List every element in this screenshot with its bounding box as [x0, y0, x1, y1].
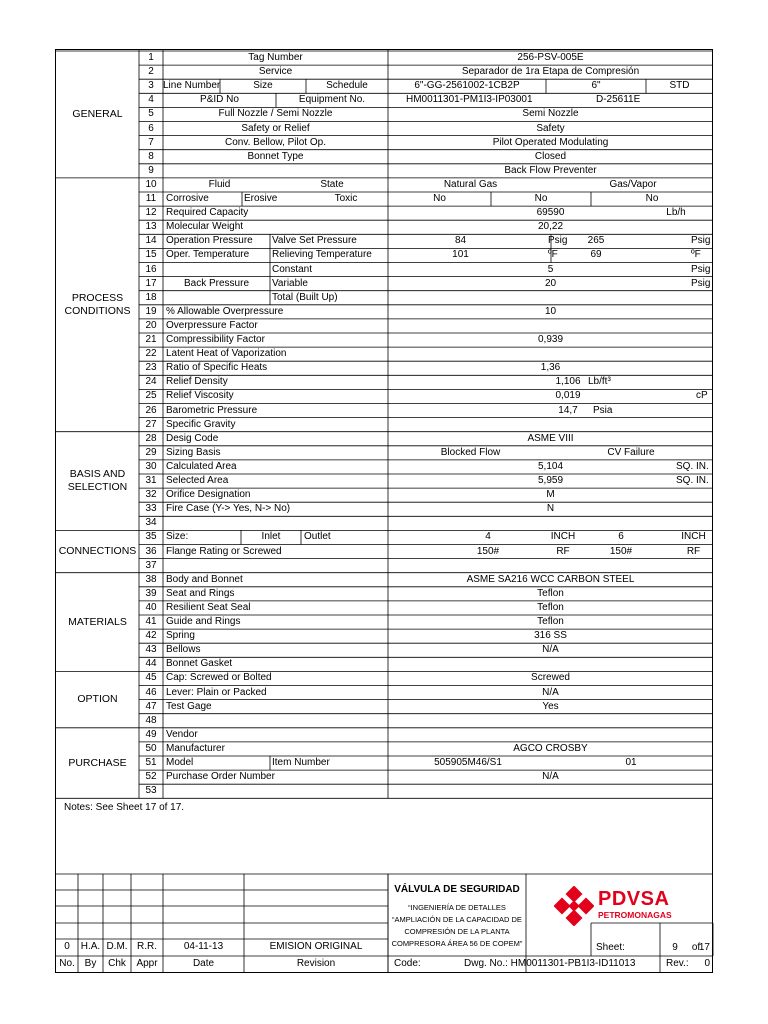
row-number: 14 — [145, 235, 157, 247]
field-label: Lever: Plain or Packed — [166, 686, 267, 698]
field-value: 0,939 — [537, 334, 564, 345]
field-value: 5,959 — [537, 475, 564, 486]
field-value: No — [645, 193, 659, 204]
row-number: 17 — [145, 277, 157, 289]
row-number: 4 — [148, 94, 154, 106]
field-value: cP — [696, 390, 708, 402]
field-value: 6 — [618, 531, 624, 543]
rev-number: 0 — [704, 958, 710, 969]
field-value: 316 SS — [534, 630, 567, 642]
row-number: 24 — [145, 376, 157, 388]
sheet-label: Sheet: — [596, 942, 625, 953]
field-label: Molecular Weight — [166, 221, 244, 233]
section-label-line1: MATERIALS — [68, 615, 127, 628]
field-value: 1,36 — [540, 362, 561, 374]
row-number: 13 — [145, 221, 157, 233]
revision-chk: D.M. — [106, 941, 128, 952]
pdvsa-wordmark: PDVSA — [598, 888, 670, 910]
field-value: Psig — [691, 263, 711, 275]
field-label: Body and Bonnet — [166, 573, 243, 585]
section-label-line2: CONDITIONS — [64, 304, 131, 317]
field-value: INCH — [681, 531, 706, 543]
row-number: 44 — [145, 658, 157, 670]
field-value: HM0011301-PM1I3-IP03001 — [406, 94, 533, 106]
revision-header-by: By — [84, 958, 97, 969]
field-label: Relief Viscosity — [166, 390, 234, 402]
row-number: 6 — [148, 122, 154, 134]
field-value: INCH — [550, 531, 576, 543]
field-label: Inlet — [261, 531, 281, 543]
field-value: Yes — [542, 700, 559, 712]
petromonagas-wordmark: PETROMONAGAS — [598, 910, 672, 920]
field-value: N/A — [542, 771, 559, 783]
field-value: 256-PSV-005E — [517, 52, 584, 63]
field-value: No — [534, 193, 548, 204]
field-value: Lb/ft³ — [588, 376, 611, 388]
section-label-general — [56, 108, 139, 121]
row-number: 50 — [145, 742, 157, 754]
row-number: 31 — [145, 475, 157, 486]
field-value: 265 — [587, 235, 605, 247]
row-number: 30 — [145, 460, 157, 472]
drawing-number: Dwg. No.: HM0011301-PB1I3-ID11013 — [464, 958, 636, 969]
field-value: RF — [556, 545, 570, 557]
revision-header-chk: Chk — [108, 958, 126, 969]
section-label-line1: CONNECTIONS — [58, 545, 137, 558]
row-number: 21 — [145, 334, 157, 345]
row-number: 37 — [145, 559, 157, 571]
row-number: 36 — [145, 545, 157, 557]
section-label-connections — [56, 545, 139, 558]
field-label: Constant — [272, 263, 313, 275]
field-value: Separador de 1ra Etapa de Compresión — [461, 66, 640, 78]
field-label: Model — [166, 757, 194, 768]
field-value: N/A — [542, 644, 559, 656]
row-number: 28 — [145, 432, 157, 444]
row-number: 34 — [145, 517, 157, 529]
row-number: 47 — [145, 700, 157, 712]
field-label: Resilient Seat Seal — [166, 601, 251, 613]
field-value: 5,104 — [537, 460, 564, 472]
field-value: Psig — [691, 235, 711, 247]
field-label: Test Gage — [166, 700, 212, 712]
field-label: Vendor — [166, 728, 198, 740]
field-label: Latent Heat of Vaporization — [166, 348, 287, 360]
section-label-basis — [56, 468, 139, 494]
field-label: Toxic — [334, 193, 358, 204]
row-number: 8 — [148, 150, 154, 162]
field-label: Flange Rating or Screwed — [166, 545, 282, 557]
field-label: Overpressure Factor — [166, 319, 258, 331]
row-number: 20 — [145, 319, 157, 331]
field-label: Desig Code — [166, 432, 219, 444]
field-label: Sizing Basis — [166, 446, 221, 458]
section-label-line1: OPTION — [77, 693, 118, 706]
field-label: Fire Case (Y-> Yes, N-> No) — [166, 503, 291, 515]
field-label: Operation Pressure — [166, 235, 253, 247]
row-number: 49 — [145, 728, 157, 740]
field-label: State — [320, 178, 344, 190]
field-label: Service — [258, 66, 293, 78]
field-value: RF — [686, 545, 701, 557]
row-number: 40 — [145, 601, 157, 613]
row-number: 45 — [145, 672, 157, 684]
field-value: 1,106 — [555, 376, 581, 388]
field-value: 505905M46/S1 — [434, 757, 502, 768]
field-value: 6"-GG-2561002-1CB2P — [414, 80, 520, 92]
field-label: Guide and Rings — [166, 616, 241, 627]
pdvsa-logo — [554, 886, 704, 930]
field-value: 150# — [609, 545, 633, 557]
rev-label: Rev.: — [666, 958, 689, 969]
row-number: 12 — [145, 207, 157, 219]
field-label: Line Number — [163, 80, 221, 92]
field-label: Conv. Bellow, Pilot Op. — [225, 136, 326, 148]
field-label: P&ID No — [200, 94, 239, 106]
field-value: N/A — [542, 686, 559, 698]
field-value: Gas/Vapor — [609, 178, 657, 190]
field-value: ºF — [691, 249, 701, 261]
field-label: Relief Density — [166, 376, 228, 388]
project-description: “INGENIERÍA DE DETALLES — [408, 903, 506, 912]
field-value: AGCO CROSBY — [513, 742, 588, 754]
field-label: Corrosive — [166, 193, 209, 204]
row-number: 11 — [145, 193, 157, 204]
revision-header-no: No. — [59, 958, 75, 969]
project-description: “AMPLIACIÓN DE LA CAPACIDAD DE — [392, 915, 522, 924]
field-value: Closed — [534, 150, 567, 162]
field-label: Tag Number — [248, 52, 303, 63]
field-value: Screwed — [531, 672, 570, 684]
section-label-line2: SELECTION — [67, 481, 128, 494]
field-value: 69 — [590, 249, 602, 261]
field-label: Erosive — [244, 193, 278, 204]
field-label: Variable — [272, 277, 308, 289]
pdvsa-sun-icon — [554, 886, 594, 926]
field-value: Psig — [548, 235, 568, 247]
row-number: 27 — [145, 418, 157, 430]
field-value: Natural Gas — [443, 178, 498, 190]
row-number: 18 — [145, 291, 157, 303]
field-label: Selected Area — [166, 475, 229, 486]
field-label: Fluid — [208, 178, 231, 190]
field-label: Bellows — [166, 644, 201, 656]
row-number: 10 — [145, 178, 157, 190]
project-description: COMPRESORA ÁREA 56 DE COPEM” — [391, 939, 523, 948]
field-value: Teflon — [537, 587, 564, 599]
field-value: SQ. IN. — [676, 475, 709, 486]
field-value: 69590 — [536, 207, 565, 219]
field-label: Spring — [166, 630, 195, 642]
field-value: 84 — [454, 235, 467, 247]
section-label-purchase — [56, 757, 139, 770]
field-label: Specific Gravity — [166, 418, 236, 430]
field-value: Pilot Operated Modulating — [492, 136, 609, 148]
row-number: 42 — [145, 630, 157, 642]
field-value: CV Failure — [607, 446, 655, 458]
field-label: Size — [253, 80, 273, 92]
field-label: Size: — [166, 531, 189, 543]
row-number: 38 — [145, 573, 157, 585]
row-number: 52 — [145, 771, 157, 783]
section-label-materials — [56, 616, 139, 629]
revision-header-rev: Revision — [296, 958, 336, 969]
field-value: 20,22 — [537, 221, 564, 233]
field-value: ASME VIII — [527, 432, 574, 444]
row-number: 9 — [148, 164, 154, 176]
row-number: 7 — [148, 136, 154, 148]
field-value: 0,019 — [555, 390, 581, 402]
revision-date: 04-11-13 — [183, 941, 224, 952]
row-number: 33 — [145, 503, 157, 515]
datasheet — [55, 49, 713, 973]
of-label: of — [691, 942, 701, 953]
field-label: Compressibility Factor — [166, 334, 265, 345]
field-value: 01 — [625, 757, 637, 768]
field-label: Safety or Relief — [241, 122, 310, 134]
row-number: 41 — [145, 616, 157, 627]
revision-number: 0 — [64, 941, 70, 952]
field-label: Bonnet Type — [247, 150, 304, 162]
field-value: Back Flow Preventer — [504, 164, 597, 176]
row-number: 15 — [145, 249, 157, 261]
field-label: Schedule — [326, 80, 368, 92]
field-label: % Allowable Overpressure — [166, 305, 284, 317]
revision-appr: R.R. — [137, 941, 157, 952]
field-value: 5 — [547, 263, 554, 275]
row-number: 25 — [145, 390, 157, 402]
field-label: Seat and Rings — [166, 587, 235, 599]
field-value: ºF — [548, 249, 558, 261]
field-value: 4 — [485, 531, 491, 543]
field-label: Ratio of Specific Heats — [166, 362, 268, 374]
field-value: Blocked Flow — [440, 446, 501, 458]
field-value: M — [546, 489, 555, 501]
section-label-line1: BASIS AND — [69, 468, 126, 481]
row-number: 46 — [145, 686, 157, 698]
row-number: 5 — [148, 108, 154, 120]
field-value: STD — [669, 80, 690, 92]
field-value: 150# — [476, 545, 500, 557]
section-label-line1: PURCHASE — [68, 756, 127, 769]
field-label: Required Capacity — [166, 207, 249, 219]
row-number: 39 — [145, 587, 157, 599]
field-label: Back Pressure — [183, 277, 250, 289]
section-label-option — [56, 693, 139, 706]
revision-by: H.A. — [80, 941, 101, 952]
field-label: Manufacturer — [166, 742, 225, 754]
field-value: 20 — [544, 277, 557, 289]
field-label: Item Number — [272, 757, 330, 768]
row-number: 35 — [145, 531, 157, 543]
notes-text: Notes: See Sheet 17 of 17. — [64, 802, 185, 814]
revision-desc: EMISION ORIGINAL — [269, 941, 363, 952]
row-number: 51 — [145, 757, 157, 768]
row-number: 1 — [148, 52, 154, 63]
field-value: Psig — [691, 277, 711, 289]
field-value: 6" — [591, 80, 601, 92]
field-label: Oper. Temperature — [166, 249, 250, 261]
row-number: 16 — [145, 263, 157, 275]
sheet-total: 17 — [698, 942, 710, 953]
row-number: 3 — [148, 80, 154, 92]
row-number: 32 — [145, 489, 157, 501]
row-number: 29 — [145, 446, 157, 458]
section-label-line1: PROCESS — [71, 291, 124, 304]
field-value: SQ. IN. — [676, 460, 709, 472]
field-value: 101 — [452, 249, 469, 261]
row-number: 48 — [145, 714, 157, 726]
row-number: 19 — [145, 305, 157, 317]
field-value: No — [433, 193, 446, 204]
row-number: 53 — [145, 785, 157, 797]
revision-header-date: Date — [192, 958, 215, 969]
section-label-process — [56, 292, 139, 318]
field-value: 14,7 — [558, 404, 578, 416]
field-label: Equipment No. — [298, 94, 366, 106]
field-label: Barometric Pressure — [166, 404, 258, 416]
field-label: Orifice Designation — [166, 489, 251, 501]
field-value: Teflon — [537, 601, 564, 613]
row-number: 23 — [145, 362, 157, 374]
row-number: 22 — [145, 348, 157, 360]
field-label: Outlet — [304, 531, 331, 543]
drawing-title: VÁLVULA DE SEGURIDAD — [394, 884, 520, 895]
field-value: D-25611E — [596, 94, 641, 106]
field-value: N — [546, 503, 555, 515]
row-number: 26 — [145, 404, 157, 416]
project-description: COMPRESIÓN DE LA PLANTA — [404, 927, 510, 936]
field-value: Safety — [536, 122, 565, 134]
row-number: 43 — [145, 644, 157, 656]
field-label: Valve Set Pressure — [272, 235, 357, 247]
field-value: ASME SA216 WCC CARBON STEEL — [466, 573, 635, 585]
field-label: Full Nozzle / Semi Nozzle — [218, 108, 333, 120]
section-label-line1: GENERAL — [72, 107, 123, 120]
revision-header-appr: Appr — [136, 958, 158, 969]
field-value: Psia — [593, 404, 613, 416]
field-value: 10 — [544, 305, 557, 317]
field-value: Semi Nozzle — [522, 108, 579, 120]
field-value: Teflon — [537, 616, 564, 627]
field-label: Cap: Screwed or Bolted — [166, 672, 272, 684]
field-label: Bonnet Gasket — [166, 658, 233, 670]
row-number: 2 — [148, 66, 154, 78]
code-label: Code: — [394, 958, 421, 969]
field-label: Relieving Temperature — [272, 249, 372, 261]
field-value: Lb/h — [666, 207, 686, 219]
field-label: Total (Built Up) — [272, 291, 338, 303]
field-label: Purchase Order Number — [166, 771, 275, 783]
field-label: Calculated Area — [166, 460, 237, 472]
sheet-number: 9 — [672, 942, 678, 953]
